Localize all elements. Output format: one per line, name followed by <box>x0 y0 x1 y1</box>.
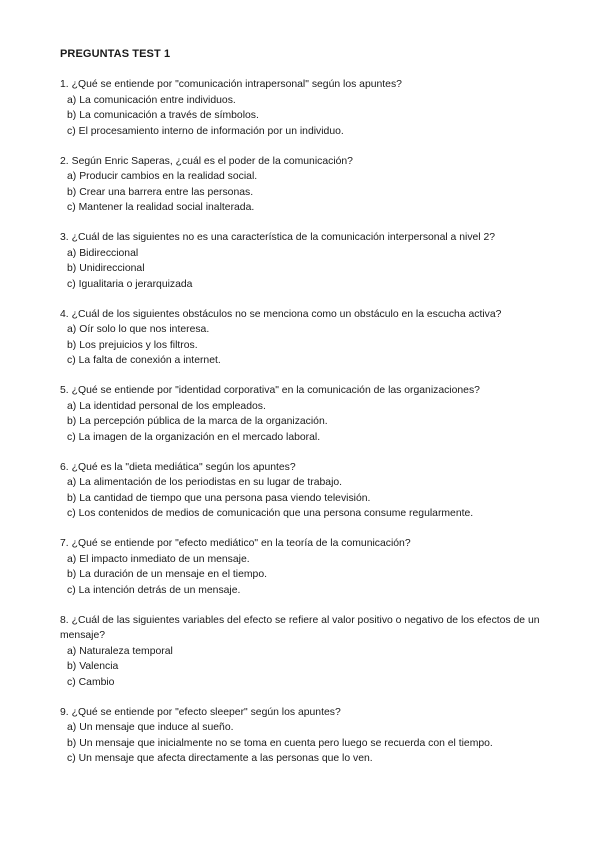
option-text: Un mensaje que induce al sueño. <box>79 722 234 733</box>
question-text <box>60 613 560 644</box>
question-prompt: ¿Qué se entiende por "efecto sleeper" según los apuntes? <box>71 706 341 718</box>
option-text: Valencia <box>79 661 119 672</box>
option-text: La comunicación entre individuos. <box>79 94 236 106</box>
answer-options <box>60 475 560 522</box>
option-letter: b) <box>67 186 77 198</box>
question-list <box>60 77 560 767</box>
answer-option <box>67 736 560 752</box>
answer-option <box>67 675 560 691</box>
option-text: Igualitaria o jerarquizada <box>78 278 193 290</box>
answer-option <box>67 491 560 507</box>
answer-options <box>60 322 560 369</box>
option-text: Oír solo lo que nos interesa. <box>79 324 210 335</box>
answer-option <box>67 644 560 660</box>
question-prompt: Según Enric Saperas, ¿cuál es el poder de la comunicación? <box>71 155 353 167</box>
option-letter: a) <box>67 477 77 488</box>
answer-options <box>60 720 560 767</box>
option-text: Los prejuicios y los filtros. <box>79 339 198 351</box>
option-text: La imagen de la organización en el mercado laboral. <box>78 431 321 443</box>
option-text: Producir cambios en la realidad social. <box>79 171 258 182</box>
option-letter: c) <box>67 508 76 519</box>
answer-option <box>67 246 560 262</box>
question-number: 6. <box>60 461 69 473</box>
question-2 <box>60 154 560 216</box>
question-number: 5. <box>60 385 69 396</box>
option-text: La intención detrás de un mensaje. <box>78 584 241 596</box>
option-letter: c) <box>67 202 76 213</box>
option-letter: c) <box>67 753 76 764</box>
question-6 <box>60 460 560 522</box>
option-letter: a) <box>67 94 77 106</box>
question-text <box>60 307 560 323</box>
option-letter: c) <box>67 676 76 688</box>
answer-option <box>67 430 560 446</box>
option-letter: a) <box>67 247 77 259</box>
option-letter: c) <box>67 278 76 290</box>
option-letter: b) <box>67 492 77 504</box>
option-letter: c) <box>67 584 76 596</box>
answer-option <box>67 567 560 583</box>
option-text: Los contenidos de medios de comunicación que una persona consume regularmente. <box>78 508 474 519</box>
answer-option <box>67 200 560 216</box>
answer-options <box>60 246 560 293</box>
answer-option <box>67 108 560 124</box>
answer-options <box>60 552 560 599</box>
option-text: Naturaleza temporal <box>79 645 173 657</box>
question-1 <box>60 77 560 139</box>
answer-option <box>67 169 560 185</box>
question-prompt: ¿Cuál de las siguientes variables del efecto se refiere al valor positivo o negativo de los efectos de un mensaje? <box>60 614 540 641</box>
question-number: 2. <box>60 155 69 167</box>
question-prompt: ¿Qué se entiende por "comunicación intrapersonal" según los apuntes? <box>71 79 402 90</box>
option-text: Mantener la realidad social inalterada. <box>78 202 255 213</box>
answer-option <box>67 93 560 109</box>
question-number: 3. <box>60 232 69 243</box>
question-9 <box>60 705 560 767</box>
option-letter: a) <box>67 553 77 565</box>
answer-option <box>67 414 560 430</box>
option-text: El impacto inmediato de un mensaje. <box>79 553 250 565</box>
answer-option <box>67 475 560 491</box>
question-prompt: ¿Qué se entiende por "efecto mediático" en la teoría de la comunicación? <box>71 538 411 549</box>
answer-option <box>67 720 560 736</box>
question-number: 7. <box>60 538 69 549</box>
question-8 <box>60 613 560 691</box>
answer-option <box>67 506 560 522</box>
option-letter: a) <box>67 645 77 657</box>
option-text: La alimentación de los periodistas en su lugar de trabajo. <box>79 477 343 488</box>
answer-options <box>60 399 560 446</box>
option-text: Bidireccional <box>79 247 139 259</box>
option-text: La comunicación a través de símbolos. <box>79 110 259 121</box>
question-4 <box>60 307 560 369</box>
question-text <box>60 230 560 246</box>
option-letter: a) <box>67 171 77 182</box>
option-letter: b) <box>67 416 77 427</box>
answer-option <box>67 583 560 599</box>
question-3 <box>60 230 560 292</box>
answer-options <box>60 93 560 140</box>
option-text: La identidad personal de los empleados. <box>79 400 266 412</box>
option-letter: a) <box>67 722 77 733</box>
question-prompt: ¿Cuál de los siguientes obstáculos no se menciona como un obstáculo en la escucha activa? <box>71 308 502 320</box>
question-number: 8. <box>60 614 69 626</box>
answer-option <box>67 353 560 369</box>
answer-option <box>67 552 560 568</box>
question-prompt: ¿Cuál de las siguientes no es una característica de la comunicación interpersonal a nivel 2? <box>71 232 496 243</box>
question-text <box>60 705 560 721</box>
answer-option <box>67 124 560 140</box>
question-5 <box>60 383 560 445</box>
question-text <box>60 154 560 170</box>
answer-option <box>67 185 560 201</box>
answer-option <box>67 751 560 767</box>
answer-option <box>67 399 560 415</box>
option-text: Cambio <box>78 676 115 688</box>
option-letter: b) <box>67 263 77 274</box>
question-text <box>60 460 560 476</box>
option-text: Un mensaje que afecta directamente a las personas que lo ven. <box>78 753 373 764</box>
question-text <box>60 536 560 552</box>
question-number: 9. <box>60 706 69 718</box>
answer-options <box>60 169 560 216</box>
option-letter: b) <box>67 339 77 351</box>
option-letter: a) <box>67 400 77 412</box>
option-letter: c) <box>67 125 76 137</box>
answer-options <box>60 644 560 691</box>
answer-option <box>67 322 560 338</box>
answer-option <box>67 338 560 354</box>
question-prompt: ¿Qué se entiende por "identidad corporativa" en la comunicación de las organizaciones? <box>71 385 480 396</box>
option-letter: c) <box>67 355 76 366</box>
answer-option <box>67 261 560 277</box>
option-text: El procesamiento interno de información por un individuo. <box>78 125 344 137</box>
option-text: La percepción pública de la marca de la organización. <box>79 416 328 427</box>
option-text: La duración de un mensaje en el tiempo. <box>79 569 267 580</box>
option-letter: c) <box>67 431 76 443</box>
option-text: Unidireccional <box>79 263 145 274</box>
option-letter: a) <box>67 324 77 335</box>
option-letter: b) <box>67 569 77 580</box>
option-letter: b) <box>67 661 77 672</box>
page-title: PREGUNTAS TEST 1 <box>60 48 171 60</box>
answer-option <box>67 659 560 675</box>
option-letter: b) <box>67 110 77 121</box>
option-text: La cantidad de tiempo que una persona pasa viendo televisión. <box>79 492 371 504</box>
option-text: La falta de conexión a internet. <box>78 355 221 366</box>
question-number: 1. <box>60 79 69 90</box>
answer-option <box>67 277 560 293</box>
question-text <box>60 383 560 399</box>
question-7 <box>60 536 560 598</box>
option-text: Un mensaje que inicialmente no se toma en cuenta pero luego se recuerda con el tiempo. <box>79 737 493 749</box>
option-letter: b) <box>67 737 77 749</box>
question-number: 4. <box>60 308 69 320</box>
question-prompt: ¿Qué es la "dieta mediática" según los apuntes? <box>71 461 296 473</box>
option-text: Crear una barrera entre las personas. <box>79 186 254 198</box>
question-text <box>60 77 560 93</box>
